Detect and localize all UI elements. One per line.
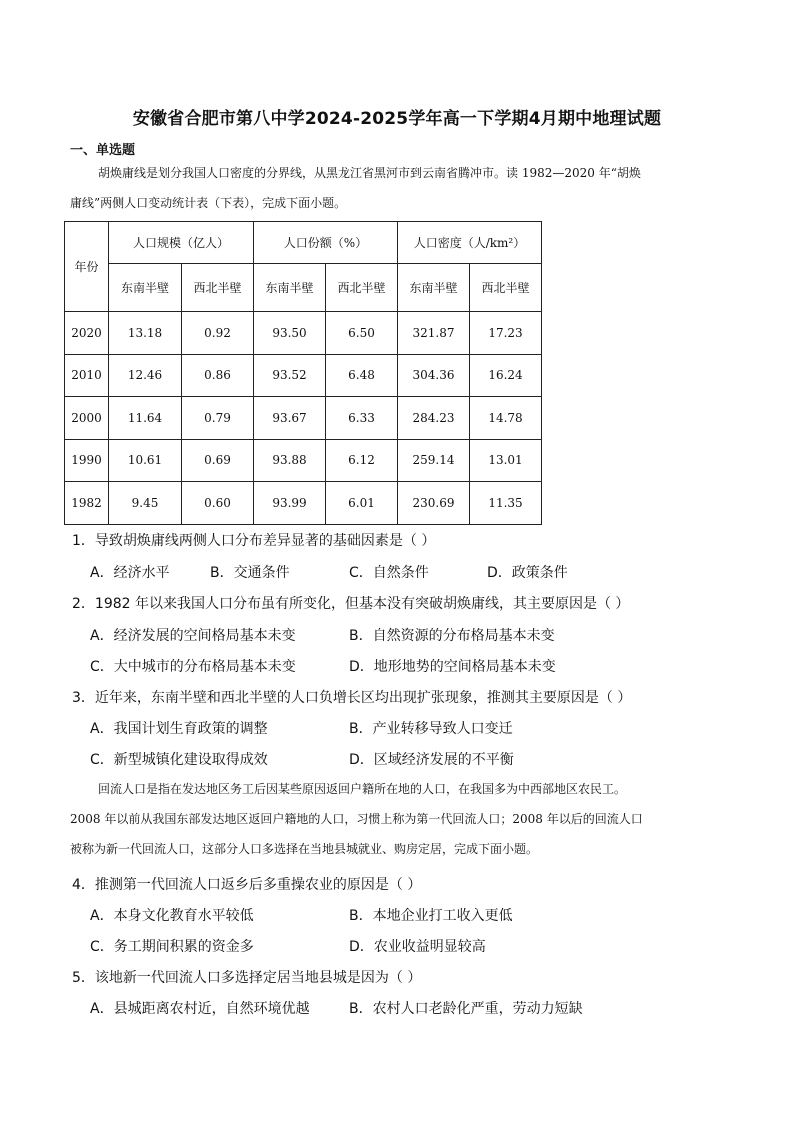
table-row xyxy=(65,482,542,525)
population-table xyxy=(64,221,542,525)
value-cell: 0.92 xyxy=(182,312,254,355)
year-cell: 1990 xyxy=(65,439,109,482)
value-cell: 11.35 xyxy=(470,482,542,525)
value-cell: 6.48 xyxy=(326,354,398,397)
value-cell: 12.46 xyxy=(109,354,182,397)
q4-option-a[interactable]: A．本身文化教育水平较低 xyxy=(90,908,254,924)
q5-option-a[interactable]: A．县城距离农村近，自然环境优越 xyxy=(90,1001,310,1017)
q1-option-d[interactable]: D．政策条件 xyxy=(487,565,568,581)
q4-option-b[interactable]: B．本地企业打工收入更低 xyxy=(349,908,513,924)
intro-2-line-1: 回流人口是指在发达地区务工后因某些原因返回户籍所在地的人口，在我国多为中西部地区农民工。 xyxy=(98,782,627,796)
table-row xyxy=(65,312,542,355)
value-cell: 321.87 xyxy=(398,312,470,355)
q4-option-d[interactable]: D．农业收益明显较高 xyxy=(349,939,486,955)
question-2-stem: 2．1982 年以来我国人口分布虽有所变化，但基本没有突破胡焕庸线，其主要原因是（ ） xyxy=(72,596,630,612)
value-cell: 10.61 xyxy=(109,439,182,482)
group-header-density: 人口密度（人/km²） xyxy=(398,222,542,264)
value-cell: 11.64 xyxy=(109,397,182,440)
year-cell: 1982 xyxy=(65,482,109,525)
value-cell: 93.88 xyxy=(254,439,326,482)
question-5-stem: 5．该地新一代回流人口多选择定居当地县城是因为（ ） xyxy=(72,970,422,986)
value-cell: 284.23 xyxy=(398,397,470,440)
q2-option-c[interactable]: C．大中城市的分布格局基本未变 xyxy=(90,659,296,675)
intro-1-line-1: 胡焕庸线是划分我国人口密度的分界线，从黑龙江省黑河市到云南省腾冲市。读 1982—2020 年“胡焕 xyxy=(98,166,641,180)
value-cell: 259.14 xyxy=(398,439,470,482)
year-cell: 2010 xyxy=(65,354,109,397)
value-cell: 93.52 xyxy=(254,354,326,397)
sub-header: 西北半壁 xyxy=(326,264,398,312)
value-cell: 0.79 xyxy=(182,397,254,440)
intro-2-line-2: 2008 年以前从我国东部发达地区返回户籍地的人口，习惯上称为第一代回流人口；2008 年以后的回流人口 xyxy=(70,812,643,826)
sub-header: 东南半壁 xyxy=(398,264,470,312)
year-cell: 2000 xyxy=(65,397,109,440)
sub-header: 东南半壁 xyxy=(109,264,182,312)
q3-option-a[interactable]: A．我国计划生育政策的调整 xyxy=(90,721,268,737)
table-row xyxy=(65,397,542,440)
value-cell: 6.50 xyxy=(326,312,398,355)
value-cell: 0.69 xyxy=(182,439,254,482)
value-cell: 13.01 xyxy=(470,439,542,482)
value-cell: 6.33 xyxy=(326,397,398,440)
table-row xyxy=(65,354,542,397)
year-cell: 2020 xyxy=(65,312,109,355)
intro-passage-1 xyxy=(70,158,782,218)
question-4-stem: 4．推测第一代回流人口返乡后多重操农业的原因是（ ） xyxy=(72,877,422,893)
sub-header: 西北半壁 xyxy=(182,264,254,312)
value-cell: 6.01 xyxy=(326,482,398,525)
value-cell: 16.24 xyxy=(470,354,542,397)
q3-option-d[interactable]: D．区域经济发展的不平衡 xyxy=(349,752,514,768)
value-cell: 0.86 xyxy=(182,354,254,397)
page-title: 安徽省合肥市第八中学2024-2025学年高一下学期4月期中地理试题 xyxy=(132,109,662,129)
sub-header: 西北半壁 xyxy=(470,264,542,312)
value-cell: 9.45 xyxy=(109,482,182,525)
q2-option-d[interactable]: D．地形地势的空间格局基本未变 xyxy=(349,659,556,675)
value-cell: 14.78 xyxy=(470,397,542,440)
section-heading: 一、单选题 xyxy=(70,143,136,158)
question-3-stem: 3．近年来，东南半壁和西北半壁的人口负增长区均出现扩张现象，推测其主要原因是（ ） xyxy=(72,690,632,706)
value-cell: 93.67 xyxy=(254,397,326,440)
intro-2-line-3: 被称为新一代回流人口，这部分人口多选择在当地县城就业、购房定居，完成下面小题。 xyxy=(70,842,539,856)
q3-option-b[interactable]: B．产业转移导致人口变迁 xyxy=(349,721,513,737)
year-header: 年份 xyxy=(65,222,109,312)
group-header-scale: 人口规模（亿人） xyxy=(109,222,254,264)
value-cell: 230.69 xyxy=(398,482,470,525)
q5-option-b[interactable]: B．农村人口老龄化严重，劳动力短缺 xyxy=(349,1001,583,1017)
intro-passage-2 xyxy=(70,774,782,864)
value-cell: 0.60 xyxy=(182,482,254,525)
q1-option-b[interactable]: B．交通条件 xyxy=(210,565,290,581)
sub-header: 东南半壁 xyxy=(254,264,326,312)
value-cell: 304.36 xyxy=(398,354,470,397)
group-header-share: 人口份额（%） xyxy=(254,222,398,264)
value-cell: 13.18 xyxy=(109,312,182,355)
q4-option-c[interactable]: C．务工期间积累的资金多 xyxy=(90,939,254,955)
table-row xyxy=(65,439,542,482)
value-cell: 6.12 xyxy=(326,439,398,482)
q3-option-c[interactable]: C．新型城镇化建设取得成效 xyxy=(90,752,268,768)
value-cell: 93.99 xyxy=(254,482,326,525)
intro-1-line-2: 庸线”两侧人口变动统计表（下表），完成下面小题。 xyxy=(70,196,347,210)
q2-option-b[interactable]: B．自然资源的分布格局基本未变 xyxy=(349,628,555,644)
q2-option-a[interactable]: A．经济发展的空间格局基本未变 xyxy=(90,628,296,644)
value-cell: 93.50 xyxy=(254,312,326,355)
value-cell: 17.23 xyxy=(470,312,542,355)
q1-option-c[interactable]: C．自然条件 xyxy=(349,565,429,581)
q1-option-a[interactable]: A．经济水平 xyxy=(90,565,170,581)
question-1-stem: 1．导致胡焕庸线两侧人口分布差异显著的基础因素是（ ） xyxy=(72,533,436,549)
